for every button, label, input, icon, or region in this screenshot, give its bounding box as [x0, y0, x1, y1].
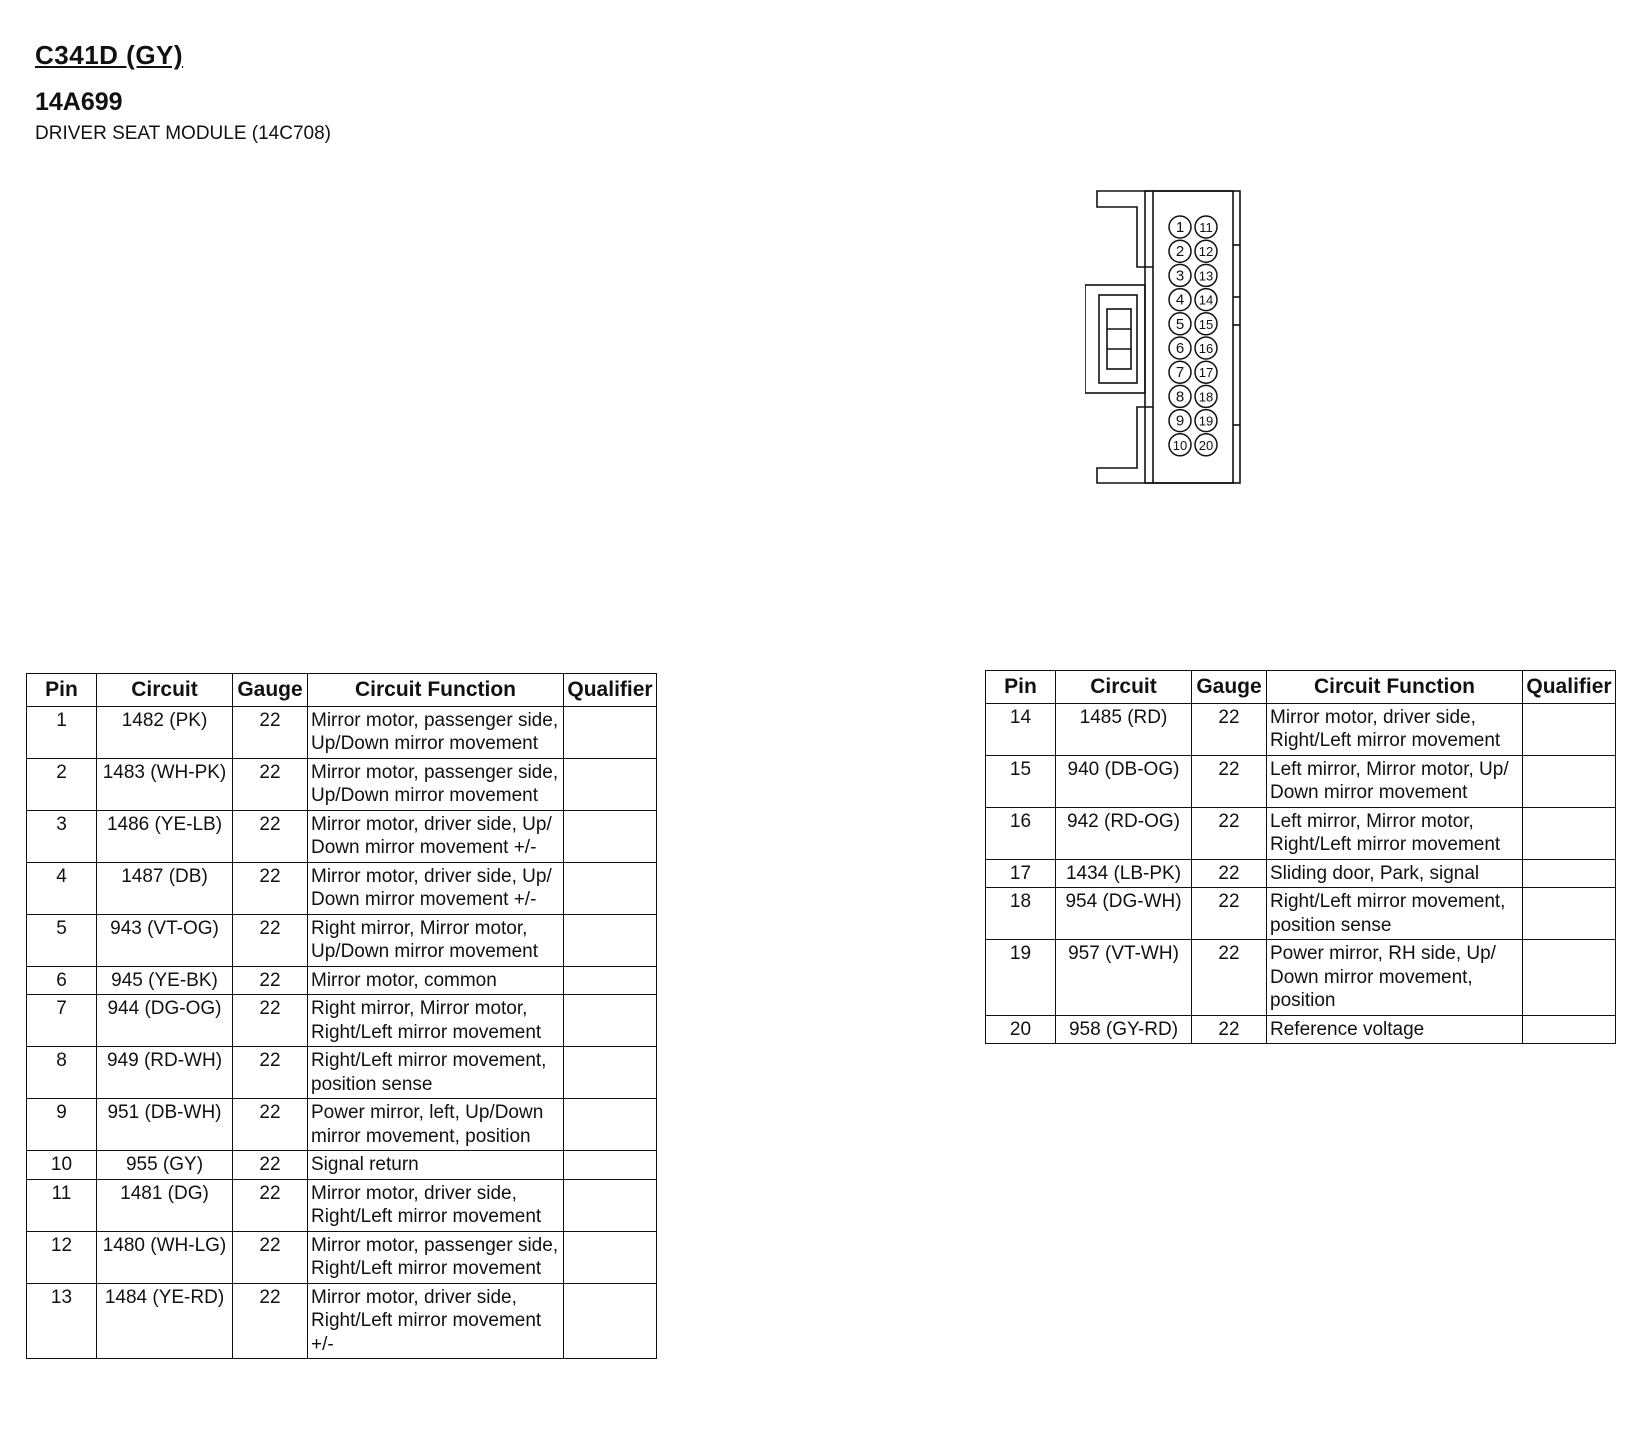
function-cell: Mirror motor, driver side, Up/ Down mirror movement +/- — [308, 810, 564, 862]
gauge-cell: 22 — [233, 995, 308, 1047]
qualifier-cell — [564, 1099, 657, 1151]
gauge-cell: 22 — [1192, 703, 1267, 755]
circuit-cell: 942 (RD-OG) — [1056, 807, 1192, 859]
gauge-cell: 22 — [233, 810, 308, 862]
circuit-cell: 944 (DG-OG) — [97, 995, 233, 1047]
col-function: Circuit Function — [1267, 671, 1523, 704]
gauge-cell: 22 — [233, 1047, 308, 1099]
pin-table-right — [985, 670, 1616, 1044]
function-cell: Sliding door, Park, signal — [1267, 859, 1523, 888]
pin-table-left — [26, 673, 657, 1359]
gauge-cell: 22 — [1192, 807, 1267, 859]
pin-number-label: 4 — [1175, 291, 1185, 309]
pin-cell: 9 — [27, 1099, 97, 1151]
part-number: 14A699 — [35, 88, 123, 116]
qualifier-cell — [1523, 888, 1616, 940]
function-cell: Mirror motor, common — [308, 966, 564, 995]
function-cell: Right/Left mirror movement, position sense — [308, 1047, 564, 1099]
qualifier-cell — [564, 862, 657, 914]
qualifier-cell — [564, 810, 657, 862]
table-row — [986, 888, 1616, 940]
qualifier-cell — [564, 1047, 657, 1099]
function-cell: Mirror motor, passenger side, Right/Left mirror movement — [308, 1231, 564, 1283]
qualifier-cell — [564, 1179, 657, 1231]
function-cell: Power mirror, left, Up/Down mirror movement, position — [308, 1099, 564, 1151]
module-description: DRIVER SEAT MODULE (14C708) — [35, 123, 331, 144]
table-row — [27, 966, 657, 995]
circuit-cell: 955 (GY) — [97, 1151, 233, 1180]
circuit-cell: 949 (RD-WH) — [97, 1047, 233, 1099]
table-row — [27, 810, 657, 862]
pin-number-label: 2 — [1175, 243, 1185, 261]
qualifier-cell — [564, 1283, 657, 1359]
function-cell: Left mirror, Mirror motor, Right/Left mirror movement — [1267, 807, 1523, 859]
circuit-cell: 954 (DG-WH) — [1056, 888, 1192, 940]
gauge-cell: 22 — [233, 1151, 308, 1180]
pin-number-label: 18 — [1198, 389, 1214, 405]
pin-number-label: 15 — [1198, 316, 1214, 332]
pin-cell: 17 — [986, 859, 1056, 888]
col-gauge: Gauge — [1192, 671, 1267, 704]
qualifier-cell — [1523, 755, 1616, 807]
table-row — [27, 1151, 657, 1180]
col-qualifier: Qualifier — [1523, 671, 1616, 704]
table-header-row — [986, 671, 1616, 704]
col-circuit: Circuit — [1056, 671, 1192, 704]
pin-number-label: 5 — [1175, 315, 1185, 333]
qualifier-cell — [1523, 859, 1616, 888]
qualifier-cell — [564, 966, 657, 995]
table-row — [27, 1179, 657, 1231]
gauge-cell: 22 — [1192, 940, 1267, 1016]
function-cell: Signal return — [308, 1151, 564, 1180]
table-row — [986, 1015, 1616, 1044]
function-cell: Mirror motor, driver side, Right/Left mirror movement +/- — [308, 1283, 564, 1359]
gauge-cell: 22 — [233, 862, 308, 914]
circuit-cell: 945 (YE-BK) — [97, 966, 233, 995]
table-row — [27, 995, 657, 1047]
col-function: Circuit Function — [308, 674, 564, 707]
pin-cell: 12 — [27, 1231, 97, 1283]
gauge-cell: 22 — [233, 1283, 308, 1359]
pin-cell: 8 — [27, 1047, 97, 1099]
qualifier-cell — [564, 758, 657, 810]
pin-cell: 19 — [986, 940, 1056, 1016]
gauge-cell: 22 — [233, 1179, 308, 1231]
qualifier-cell — [564, 914, 657, 966]
pin-number-label: 10 — [1172, 437, 1188, 453]
gauge-cell: 22 — [233, 966, 308, 995]
qualifier-cell — [564, 1151, 657, 1180]
col-qualifier: Qualifier — [564, 674, 657, 707]
col-circuit: Circuit — [97, 674, 233, 707]
qualifier-cell — [564, 1231, 657, 1283]
pin-cell: 3 — [27, 810, 97, 862]
table-row — [27, 758, 657, 810]
connector-housing — [1145, 191, 1240, 483]
connector-lock-slot — [1107, 309, 1131, 369]
pin-number-label: 6 — [1175, 340, 1185, 357]
col-pin: Pin — [27, 674, 97, 707]
pin-cell: 13 — [27, 1283, 97, 1359]
table-header-row — [27, 674, 657, 707]
connector-title: C341D (GY) — [35, 40, 184, 70]
function-cell: Right/Left mirror movement, position sense — [1267, 888, 1523, 940]
table-row — [27, 1231, 657, 1283]
pin-cell: 15 — [986, 755, 1056, 807]
pin-cell: 5 — [27, 914, 97, 966]
function-cell: Right mirror, Mirror motor, Up/Down mirror movement — [308, 914, 564, 966]
circuit-cell: 957 (VT-WH) — [1056, 940, 1192, 1016]
circuit-cell: 1434 (LB-PK) — [1056, 859, 1192, 888]
pin-number-label: 13 — [1198, 268, 1214, 284]
pin-number-label: 17 — [1198, 365, 1214, 381]
function-cell: Left mirror, Mirror motor, Up/ Down mirror movement — [1267, 755, 1523, 807]
function-cell: Mirror motor, passenger side, Up/Down mirror movement — [308, 758, 564, 810]
pin-number-label: 9 — [1175, 412, 1185, 430]
table-row — [27, 1099, 657, 1151]
pin-number-label: 8 — [1175, 388, 1185, 406]
gauge-cell: 22 — [1192, 755, 1267, 807]
table-row — [986, 859, 1616, 888]
qualifier-cell — [1523, 940, 1616, 1016]
gauge-cell: 22 — [233, 1099, 308, 1151]
pin-cell: 14 — [986, 703, 1056, 755]
pin-number-label: 20 — [1198, 437, 1214, 453]
pin-cell: 2 — [27, 758, 97, 810]
pin-number-label: 16 — [1198, 341, 1214, 356]
function-cell: Power mirror, RH side, Up/ Down mirror movement, position — [1267, 940, 1523, 1016]
function-cell: Right mirror, Mirror motor, Right/Left mirror movement — [308, 995, 564, 1047]
pin-number-label: 3 — [1175, 267, 1185, 285]
circuit-cell: 1487 (DB) — [97, 862, 233, 914]
pin-cell: 7 — [27, 995, 97, 1047]
qualifier-cell — [1523, 703, 1616, 755]
qualifier-cell — [1523, 807, 1616, 859]
pin-number-label: 7 — [1175, 364, 1185, 382]
circuit-cell: 951 (DB-WH) — [97, 1099, 233, 1151]
pin-number-label: 12 — [1198, 244, 1214, 260]
gauge-cell: 22 — [1192, 859, 1267, 888]
table-row — [27, 1047, 657, 1099]
pin-cell: 16 — [986, 807, 1056, 859]
pin-cell: 10 — [27, 1151, 97, 1180]
table-row — [27, 706, 657, 758]
pin-cell: 20 — [986, 1015, 1056, 1044]
circuit-cell: 1485 (RD) — [1056, 703, 1192, 755]
qualifier-cell — [1523, 1015, 1616, 1044]
circuit-cell: 1486 (YE-LB) — [97, 810, 233, 862]
circuit-cell: 940 (DB-OG) — [1056, 755, 1192, 807]
circuit-cell: 1484 (YE-RD) — [97, 1283, 233, 1359]
circuit-cell: 1483 (WH-PK) — [97, 758, 233, 810]
gauge-cell: 22 — [1192, 888, 1267, 940]
pin-cell: 11 — [27, 1179, 97, 1231]
gauge-cell: 22 — [233, 1231, 308, 1283]
qualifier-cell — [564, 706, 657, 758]
pin-number-label: 1 — [1175, 219, 1185, 236]
pin-cell: 6 — [27, 966, 97, 995]
gauge-cell: 22 — [233, 706, 308, 758]
pin-cavities — [1169, 216, 1217, 456]
connector-diagram — [1085, 185, 1260, 490]
pin-number-label: 19 — [1198, 413, 1214, 429]
col-gauge: Gauge — [233, 674, 308, 707]
connector-housing-inner — [1153, 191, 1233, 483]
pin-number-label: 14 — [1198, 292, 1214, 308]
circuit-cell: 1481 (DG) — [97, 1179, 233, 1231]
circuit-cell: 1480 (WH-LG) — [97, 1231, 233, 1283]
circuit-cell: 1482 (PK) — [97, 706, 233, 758]
gauge-cell: 22 — [1192, 1015, 1267, 1044]
table-row — [27, 862, 657, 914]
circuit-cell: 958 (GY-RD) — [1056, 1015, 1192, 1044]
table-row — [986, 807, 1616, 859]
pin-cell: 18 — [986, 888, 1056, 940]
circuit-cell: 943 (VT-OG) — [97, 914, 233, 966]
table-row — [986, 755, 1616, 807]
connector-lock-tab — [1085, 285, 1145, 393]
col-pin: Pin — [986, 671, 1056, 704]
pin-cell: 4 — [27, 862, 97, 914]
qualifier-cell — [564, 995, 657, 1047]
gauge-cell: 22 — [233, 914, 308, 966]
function-cell: Mirror motor, driver side, Right/Left mirror movement — [308, 1179, 564, 1231]
function-cell: Mirror motor, driver side, Right/Left mirror movement — [1267, 703, 1523, 755]
function-cell: Reference voltage — [1267, 1015, 1523, 1044]
pin-cell: 1 — [27, 706, 97, 758]
table-row — [986, 940, 1616, 1016]
table-row — [986, 703, 1616, 755]
function-cell: Mirror motor, driver side, Up/ Down mirror movement +/- — [308, 862, 564, 914]
pin-number-label: 11 — [1199, 220, 1213, 235]
table-row — [27, 1283, 657, 1359]
table-row — [27, 914, 657, 966]
function-cell: Mirror motor, passenger side, Up/Down mirror movement — [308, 706, 564, 758]
gauge-cell: 22 — [233, 758, 308, 810]
